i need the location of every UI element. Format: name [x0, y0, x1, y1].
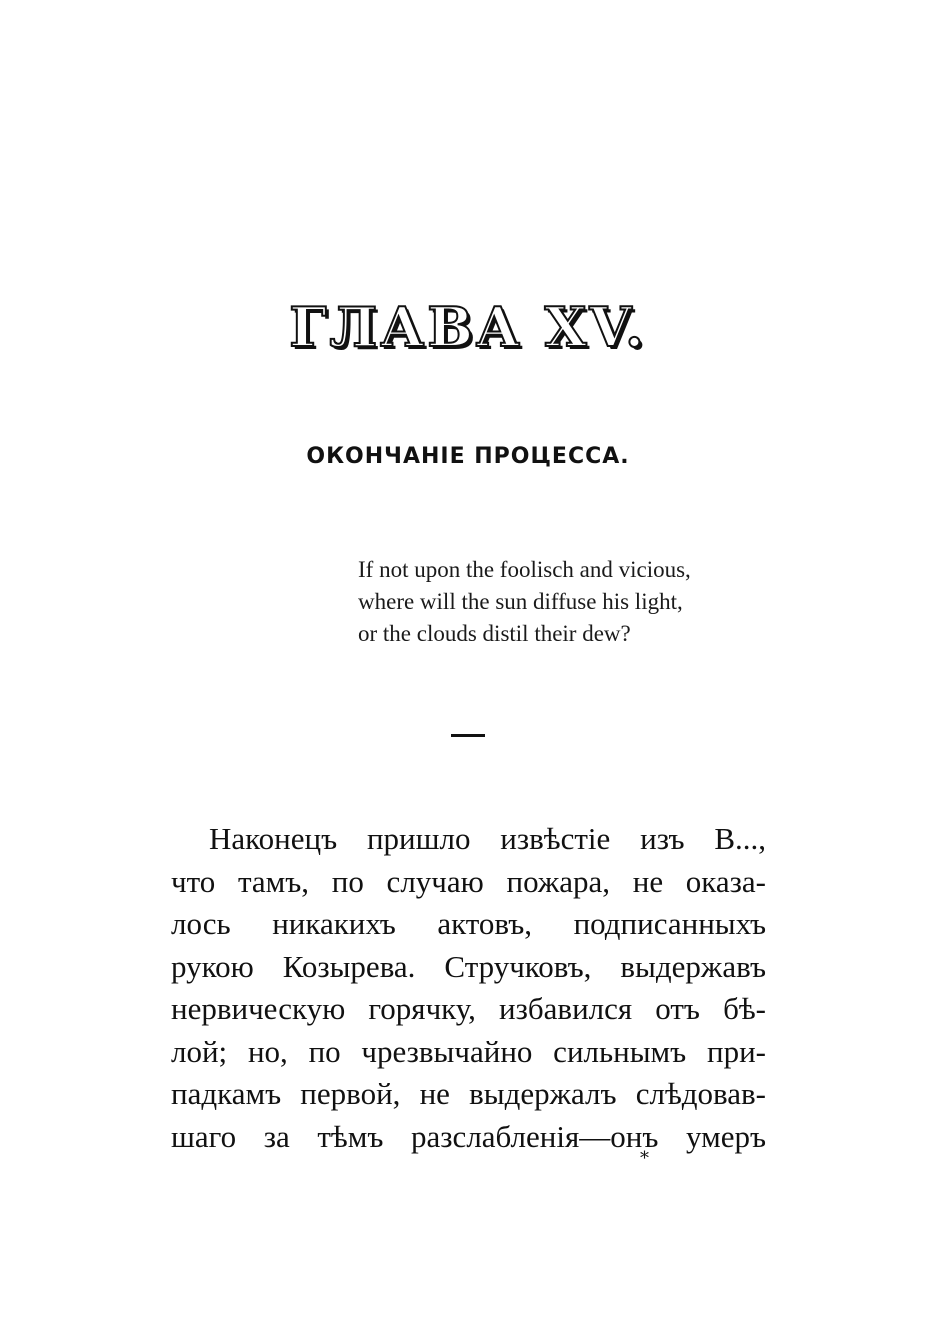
- epigraph-line: or the clouds distil their dew?: [358, 621, 631, 646]
- epigraph-line: If not upon the foolisch and vicious,: [358, 557, 691, 582]
- body-paragraph: [171, 818, 766, 1158]
- body-line: Наконецъ пришло извѣстіе изъ В...,: [209, 821, 766, 856]
- epigraph: [358, 554, 788, 650]
- body-line: нервическую горячку, избавился отъ бѣ-: [171, 991, 766, 1026]
- section-divider: [451, 734, 485, 737]
- chapter-subtitle: ОКОНЧАНІЕ ПРОЦЕССА.: [306, 444, 630, 469]
- body-line: что тамъ, по случаю пожара, не оказа-: [171, 863, 766, 899]
- body-line: лось никакихъ актовъ, подписанныхъ: [171, 906, 766, 941]
- body-line: рукою Козырева. Стручковъ, выдержавъ: [171, 948, 766, 984]
- body-line: падкамъ первой, не выдержалъ слѣдовав-: [171, 1076, 766, 1111]
- body-line: лой; но, по чрезвычайно сильнымъ при-: [171, 1033, 766, 1069]
- body-line: шаго за тѣмъ разслабленія—онъ умеръ: [171, 1118, 766, 1154]
- epigraph-line: where will the sun diffuse his light,: [358, 589, 683, 614]
- signature-mark: *: [640, 1148, 649, 1169]
- chapter-title: ГЛАВА XV.: [289, 295, 647, 359]
